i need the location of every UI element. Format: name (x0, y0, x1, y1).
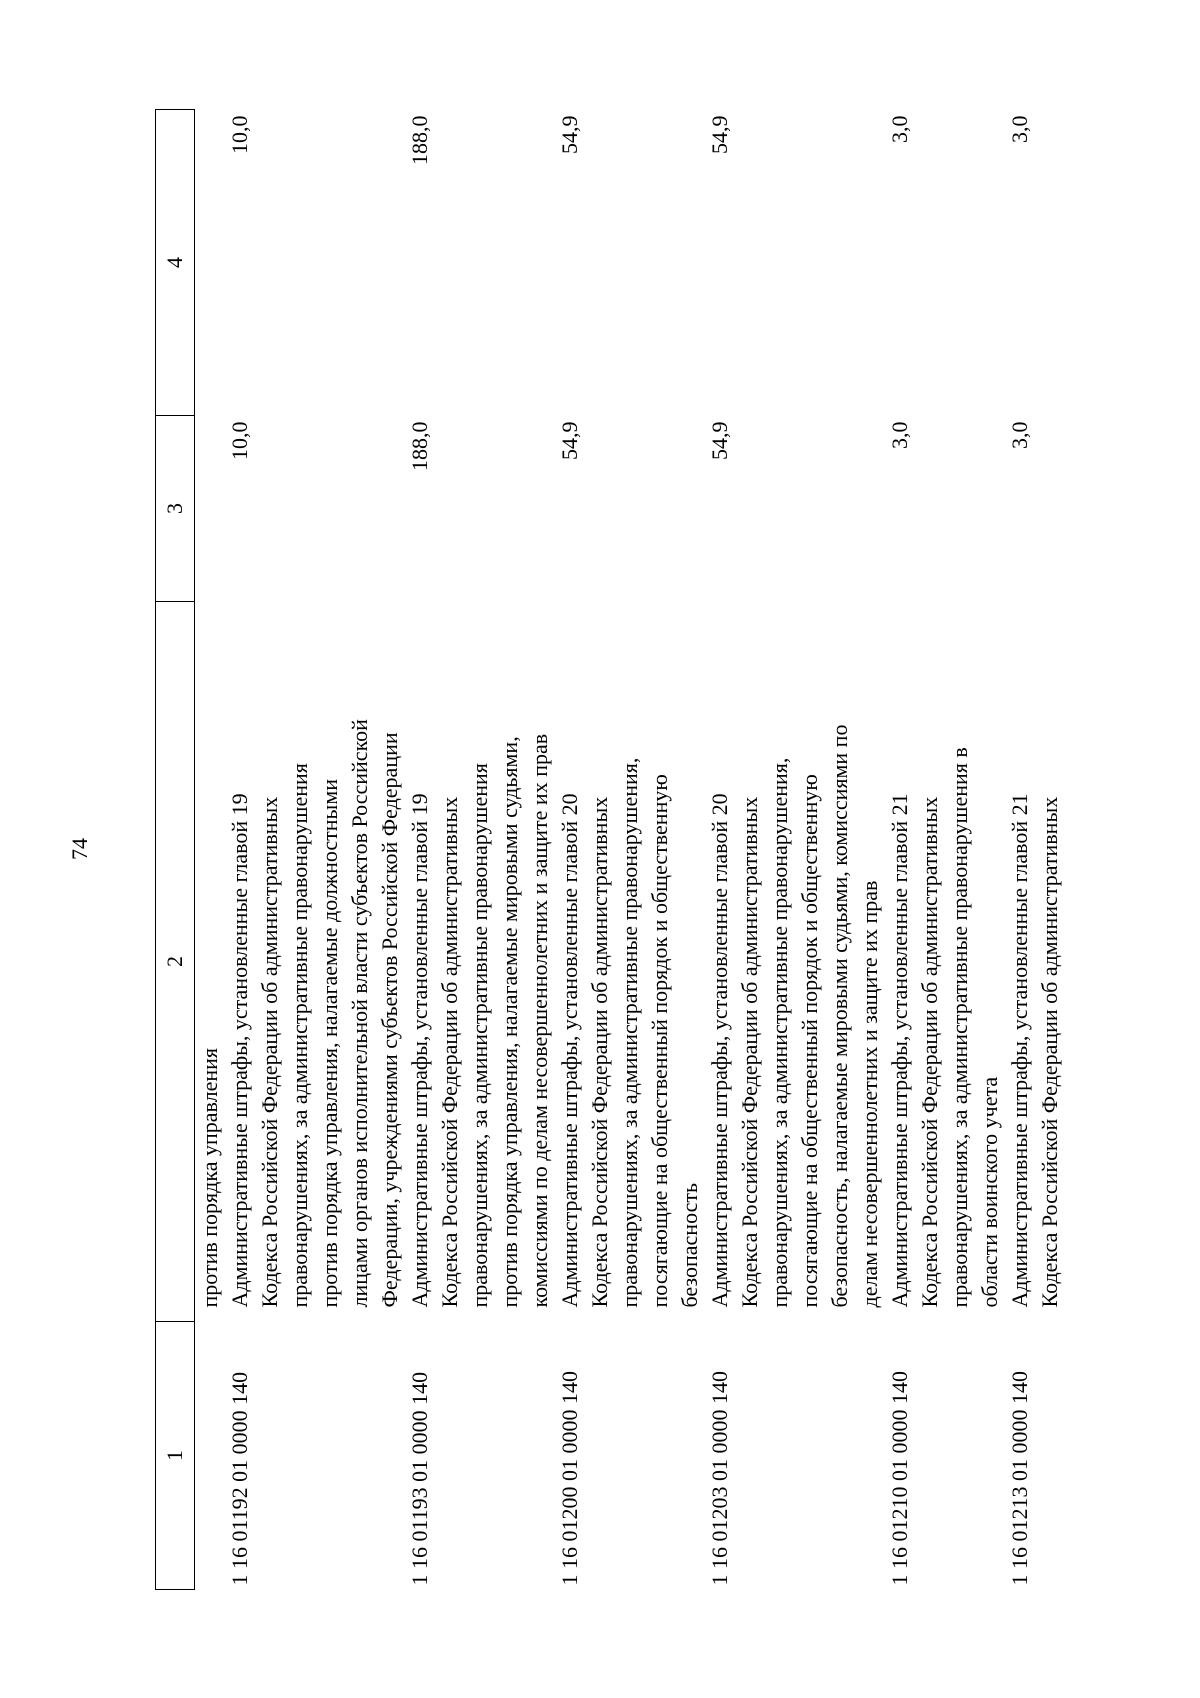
description-line: лицами органов исполнительной власти субъектов Российской (347, 719, 372, 1308)
header-col-4: 4 (156, 110, 195, 416)
description-line: Административные штрафы, установленные главой 19 (227, 793, 252, 1308)
amount-col-4: 54,9 (557, 115, 582, 154)
income-code: 1 16 01192 01 0000 140 (227, 1371, 252, 1586)
income-description (225, 602, 405, 1322)
amount-col-3: 3,0 (887, 421, 912, 449)
table-row (225, 110, 405, 1590)
description-line: правонарушениях, за административные правонарушения (467, 763, 492, 1308)
income-description (705, 602, 885, 1322)
description-line: безопасность, налагаемые мировыми судьями, комиссиями по (827, 724, 852, 1308)
description-line: против порядка управления, налагаемые должностными (317, 778, 342, 1308)
description-line: безопасность (677, 1182, 702, 1308)
description-line: комиссиями по делам несовершеннолетних и защите их прав (527, 733, 552, 1308)
amount-col-4: 3,0 (887, 115, 912, 143)
amount-col-4: 54,9 (707, 115, 732, 154)
header-row (156, 110, 195, 1590)
amount-col-3: 54,9 (557, 421, 582, 460)
description-line: посягающие на общественный порядок и общественную (647, 774, 672, 1308)
table-row (705, 110, 885, 1590)
description-line: правонарушениях, за административные правонарушения в (947, 747, 972, 1308)
income-code: 1 16 01210 01 0000 140 (887, 1371, 912, 1586)
amount-col-4: 3,0 (1007, 115, 1032, 143)
description-line: Административные штрафы, установленные главой 21 (1007, 793, 1032, 1308)
description-line: Административные штрафы, установленные главой 19 (407, 793, 432, 1308)
income-description (555, 602, 705, 1322)
header-col-2: 2 (156, 602, 195, 1322)
income-description (885, 602, 1005, 1322)
description-line: правонарушениях, за административные правонарушения, (617, 757, 642, 1308)
amount-col-3: 3,0 (1007, 421, 1032, 449)
continuation-row (195, 110, 226, 1590)
table-row (885, 110, 1005, 1590)
income-code: 1 16 01213 01 0000 140 (1007, 1371, 1032, 1586)
header-col-3: 3 (156, 416, 195, 602)
table-row (1005, 110, 1065, 1590)
income-code: 1 16 01203 01 0000 140 (707, 1371, 732, 1586)
table-row (405, 110, 555, 1590)
description-line: делам несовершеннолетних и защите их прав (857, 880, 882, 1308)
income-code: 1 16 01193 01 0000 140 (407, 1371, 432, 1586)
description-line: Административные штрафы, установленные главой 21 (887, 793, 912, 1308)
page-number: 74 (67, 838, 92, 860)
description-line: Кодекса Российской Федерации об административных (917, 796, 942, 1308)
description-line: Кодекса Российской Федерации об административных (257, 796, 282, 1308)
income-code: 1 16 01200 01 0000 140 (557, 1371, 582, 1586)
description-line: Кодекса Российской Федерации об административных (587, 796, 612, 1308)
description-line: Административные штрафы, установленные главой 20 (557, 793, 582, 1308)
description-line: посягающие на общественный порядок и общественную (797, 774, 822, 1308)
budget-table (155, 109, 1065, 1590)
income-description (1005, 602, 1065, 1322)
amount-col-3: 10,0 (227, 421, 252, 460)
description-line: Федерации, учреждениями субъектов Российской Федерации (377, 732, 402, 1308)
income-description (405, 602, 555, 1322)
continuation-text: против порядка управления (197, 1047, 222, 1308)
description-line: Кодекса Российской Федерации об административных (737, 796, 762, 1308)
landscape-sheet (155, 110, 1062, 1590)
description-line: против порядка управления, налагаемые мировыми судьями, (497, 736, 522, 1308)
description-line: правонарушениях, за административные правонарушения (287, 763, 312, 1308)
description-line: правонарушениях, за административные правонарушения, (767, 757, 792, 1308)
table-row (555, 110, 705, 1590)
amount-col-3: 188,0 (407, 421, 432, 471)
header-col-1: 1 (156, 1322, 195, 1590)
description-line: Административные штрафы, установленные главой 20 (707, 793, 732, 1308)
description-line: Кодекса Российской Федерации об административных (1037, 796, 1062, 1308)
amount-col-4: 188,0 (407, 115, 432, 165)
description-line: Кодекса Российской Федерации об административных (437, 796, 462, 1308)
description-line: области воинского учета (977, 1076, 1002, 1308)
amount-col-4: 10,0 (227, 115, 252, 154)
amount-col-3: 54,9 (707, 421, 732, 460)
